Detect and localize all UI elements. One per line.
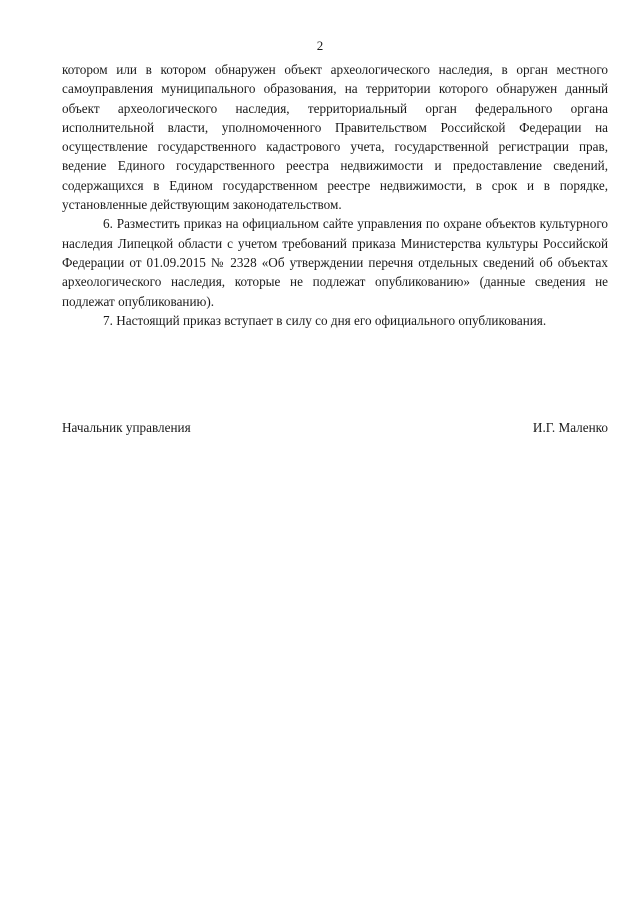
page-number: 2: [316, 38, 324, 53]
paragraph-item-6: 6. Разместить приказ на официальном сайте управления по охране объектов культурного наследия Липецкой области с учетом требований приказа Министерства культуры Российской Федерации от 01.09.2015 № 2328 «Об утверждении перечня отдельных сведений об объектах археологического наследия, которые не подлежат опубликованию» (данные сведения не подлежат опубликованию).: [62, 216, 608, 309]
signer-name: И.Г. Маленко: [532, 420, 608, 435]
paragraph-item-7: 7. Настоящий приказ вступает в силу со дня его официального опубликования.: [103, 312, 547, 328]
signature-block: [62, 418, 608, 438]
signer-position: Начальник управления: [62, 420, 191, 435]
document-body: [62, 60, 608, 330]
paragraph-continuation: котором или в котором обнаружен объект археологического наследия, в орган местного самоуправления муниципального образования, на территории которого обнаружен данный объект археологического наследия, территориальный орган федерального органа исполнительной власти, уполномоченного Правительством Российской Федерации на осуществление государственного кадастрового учета, государственной регистрации прав, ведение Единого государственного реестра недвижимости и предоставление сведений, содержащихся в Едином государственном реестре недвижимости, в срок и в порядке, установленные действующим законодательством.: [62, 62, 608, 213]
